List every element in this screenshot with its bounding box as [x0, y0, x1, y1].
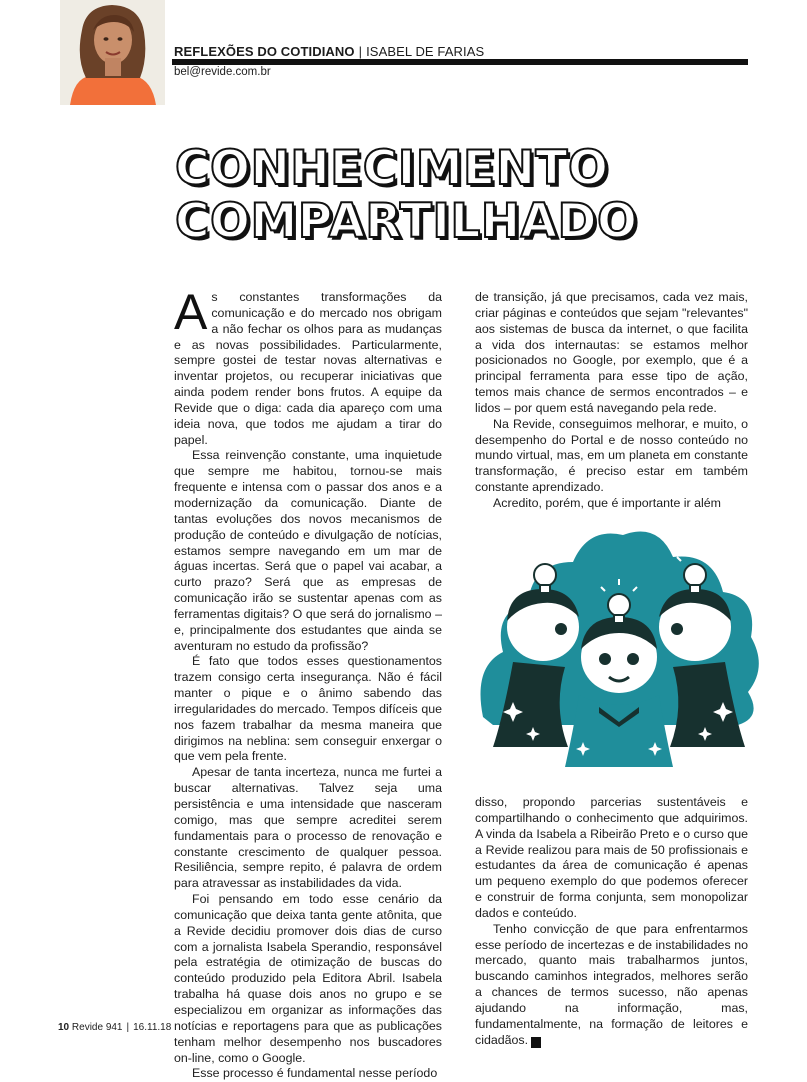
header-rule [172, 59, 748, 65]
article-column-2 [475, 290, 748, 512]
headline-line-1: CONHECIMENTO [175, 141, 609, 196]
article-column-2-continued [475, 795, 748, 1049]
magazine-issue: Revide 941 [71, 1022, 123, 1033]
paragraph: de transição, já que precisamos, cada vez mais, criar páginas e conteúdos que sejam "relevantes" aos sistemas de busca da internet, o que facilita a vida dos internautas: se estamos melhor posicionados no Google, por exemplo, que é a principal ferramenta para esse tipo de ação, temos mais chance de sermos encontrados – e lidos – por quem está navegando pela rede. [475, 290, 748, 415]
column-name: REFLEXÕES DO COTIDIANO [174, 44, 355, 59]
page-number: 10 [58, 1022, 70, 1033]
footer-separator: | [126, 1022, 130, 1033]
paragraph: Esse processo é fundamental nesse período [192, 1066, 438, 1081]
headline-line-2: COMPARTILHADO [175, 194, 638, 249]
page-footer [58, 1022, 171, 1033]
illustration-heads-with-light-bulbs [473, 517, 765, 787]
author-name: ISABEL DE FARIAS [366, 44, 485, 59]
author-photo [60, 0, 165, 105]
paragraph: disso, propondo parcerias sustentáveis e compartilhando o conhecimento que adquirimos. A vinda da Isabela a Ribeirão Preto e o curso que a Revide realizou para mais de 50 profissionais e estudantes da área de comunicação é apenas um pequeno exemplo do que podemos oferecer e construir de forma conjunta, sem monopolizar dados e conteúdo. [475, 795, 748, 920]
paragraph: Apesar de tanta incerteza, nunca me furtei a buscar alternativas. Talvez seja uma persistência e uma intensidade que nasceram comigo, mas que sempre acreditei serem fundamentais para o processo de renovação e constante crescimento de qualquer pessoa. Resiliência, sempre repito, é palavra de ordem para atravessar as instabilidades da vida. [174, 765, 442, 891]
paragraph: As constantes transformações da comunicação e do mercado nos obrigam a não fechar os olhos para as mudanças e as novas possibilidades. Particularmente, sempre gostei de testar novas alternativas e inventar projetos, ou recuperar iniciativas que ainda podem render bons frutos. A equipe da Revide que o diga: cada dia apareço com uma ideia nova, que todos me ajudam a tirar do papel. [174, 284, 442, 447]
author-email[interactable]: bel@revide.com.br [174, 66, 271, 78]
paragraph: Acredito, porém, que é importante ir além [493, 495, 721, 510]
paragraph: Tenho convicção de que para enfrentarmos esse período de incertezas e de instabilidades no mercado, quanto mais trabalharmos juntos, buscando caminhos integrados, melhores serão a chances de termos sucesso, não apenas ajudando na informação, mas, fundamentalmente, na formação de leitores e cidadãos. r [475, 921, 748, 1047]
end-mark-icon: r [531, 1037, 541, 1048]
paragraph: Essa reinvenção constante, uma inquietude que sempre me habitou, tornou-se mais frequente e intensa com o passar dos anos e a modernização da comunicação. Diante de tantas evoluções dos novos mecanismos de produção de conteúdo e divulgação de notícias, estamos sempre navegando em um mar de águas incertas. Será que o papel vai acabar, a curto prazo? Será que as empresas de comunicação irão se sustentar apenas com as ferramentas digitais? O que será do jornalismo – e, principalmente dos estudantes que ainda se aventuram no estudo da profissão? [174, 448, 442, 653]
column-header [174, 44, 484, 59]
issue-date: 16.11.18 [133, 1022, 172, 1033]
paragraph: Foi pensando em todo esse cenário da comunicação que deixa tanta gente atônita, que a Revide decidiu promover dois dias de curso com a jornalista Isabela Sperandio, responsável pela estratégia de otimização de buscas do conteúdo produzido pela Editora Abril. Isabela trabalha há quase dois anos no grupo e se especializou em organizar as informações das notícias e reportagens para que as publicações tenham melhor desempenho nos buscadores on-line, como o Google. [174, 892, 442, 1065]
article-column-1 [174, 284, 442, 1082]
paragraph: É fato que todos esses questionamentos trazem consigo certa insegurança. Não é fácil manter o pique e o ânimo sabendo das irregularidades do mercado. Tempos difíceis que nos fazem trabalhar da mesma maneira que dirigimos na neblina: sem conseguir enxergar o que vem pela frente. [174, 654, 442, 764]
drop-cap: A [174, 284, 208, 340]
headline [175, 142, 775, 248]
paragraph: Na Revide, conseguimos melhorar, e muito, o desempenho do Portal e de nosso conteúdo no mundo virtual, mas, em um planeta em constante transformação, é preciso estar em também constante aprendizado. [475, 416, 748, 495]
header-separator: | [358, 44, 363, 59]
